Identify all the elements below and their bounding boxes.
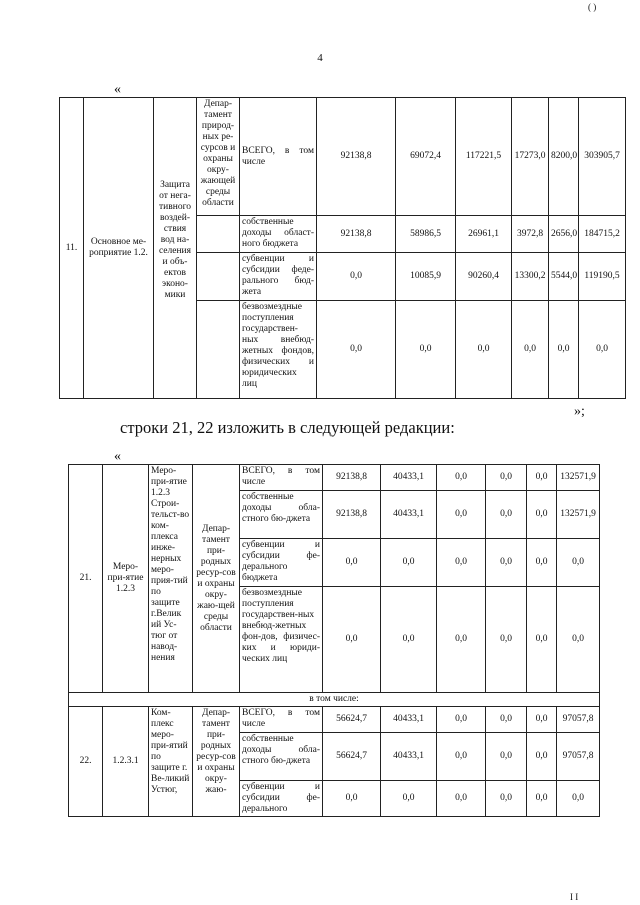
value-cell: 0,0	[527, 465, 557, 491]
value-cell: 0,0	[486, 491, 527, 539]
value-cell: 0,0	[437, 539, 486, 587]
value-cell: 2656,0	[549, 216, 579, 253]
value-cell: 184715,2	[579, 216, 626, 253]
value-cell: 0,0	[527, 707, 557, 733]
value-cell: 40433,1	[381, 465, 437, 491]
value-cell: 0,0	[456, 301, 512, 399]
value-cell: 0,0	[579, 301, 626, 399]
value-cell: 0,0	[381, 539, 437, 587]
executor-empty	[197, 253, 240, 301]
value-cell: 0,0	[512, 301, 549, 399]
value-cell: 69072,4	[396, 98, 456, 216]
value-cell: 90260,4	[456, 253, 512, 301]
value-cell: 0,0	[317, 301, 396, 399]
value-cell: 0,0	[381, 587, 437, 693]
funding-source: безвозмездные поступления государствен-ных внебюд-жетных фондов, физических и юридических лиц	[240, 301, 317, 399]
funding-source: субвенции и субсидии феде-рального бюд-жета	[240, 253, 317, 301]
value-cell: 40433,1	[381, 491, 437, 539]
value-cell: 97057,8	[557, 707, 600, 733]
value-cell: 0,0	[486, 539, 527, 587]
executor: Депар-тамент при-родных ресур-сов и охраны окру-жаю-	[193, 707, 240, 817]
funding-source: субвенции и субсидии фе-дерального	[240, 781, 323, 817]
value-cell: 0,0	[527, 733, 557, 781]
value-cell: 8200,0	[549, 98, 579, 216]
value-cell: 13300,2	[512, 253, 549, 301]
value-cell: 17273,0	[512, 98, 549, 216]
subheader-in-total: в том числе:	[69, 693, 600, 707]
value-cell: 0,0	[437, 733, 486, 781]
funding-source: собственные доходы обла-стного бю-джета	[240, 491, 323, 539]
value-cell: 0,0	[323, 781, 381, 817]
executor-empty	[197, 301, 240, 399]
value-cell: 0,0	[437, 781, 486, 817]
value-cell: 40433,1	[381, 733, 437, 781]
value-cell: 26961,1	[456, 216, 512, 253]
funding-source: ВСЕГО, в том числе	[240, 98, 317, 216]
executor-empty	[197, 216, 240, 253]
corner-mark-top: ( )	[588, 2, 597, 12]
funding-source: собственные доходы област-ного бюджета	[240, 216, 317, 253]
row-number: 11.	[60, 98, 84, 399]
measure-goal: Защита от нега-тивного воздей-ствия вод на-селения и объ-ектов эконо-мики	[154, 98, 197, 399]
value-cell: 56624,7	[323, 733, 381, 781]
funding-source: ВСЕГО, в том числе	[240, 707, 323, 733]
row-number: 22.	[69, 707, 103, 817]
value-cell: 97057,8	[557, 733, 600, 781]
value-cell: 92138,8	[317, 98, 396, 216]
value-cell: 0,0	[381, 781, 437, 817]
value-cell: 10085,9	[396, 253, 456, 301]
value-cell: 40433,1	[381, 707, 437, 733]
value-cell: 0,0	[437, 707, 486, 733]
value-cell: 303905,7	[579, 98, 626, 216]
table-rows-21-22	[68, 464, 600, 817]
value-cell: 0,0	[527, 491, 557, 539]
value-cell: 0,0	[527, 539, 557, 587]
open-quote-1: «	[114, 82, 121, 97]
value-cell: 58986,5	[396, 216, 456, 253]
measure-name: Меро-при-ятие 1.2.3	[103, 465, 149, 693]
value-cell: 0,0	[437, 465, 486, 491]
value-cell: 0,0	[437, 587, 486, 693]
funding-source: ВСЕГО, в том числе	[240, 465, 323, 491]
value-cell: 0,0	[323, 539, 381, 587]
measure-goal: Меро-при-ятие 1.2.3 Строи-тельст-во ком-плекса инже-нерных меро-прия-тий по защите г.Велик ий Ус-тюг от навод-нения	[149, 465, 193, 693]
value-cell: 0,0	[549, 301, 579, 399]
value-cell: 119190,5	[579, 253, 626, 301]
value-cell: 92138,8	[317, 216, 396, 253]
executor: Депар-тамент при-родных ресур-сов и охраны окру-жаю-щей среды области	[193, 465, 240, 693]
value-cell: 0,0	[527, 781, 557, 817]
value-cell: 56624,7	[323, 707, 381, 733]
funding-source: собственные доходы обла-стного бю-джета	[240, 733, 323, 781]
value-cell: 5544,0	[549, 253, 579, 301]
close-quote: »;	[574, 404, 585, 419]
value-cell: 0,0	[557, 781, 600, 817]
page-number: 4	[317, 52, 323, 64]
value-cell: 0,0	[486, 587, 527, 693]
value-cell: 0,0	[557, 539, 600, 587]
executor: Депар-тамент природ-ных ре-сурсов и охраны окру-жающей среды области	[197, 98, 240, 216]
table-measure-11	[59, 97, 626, 399]
value-cell: 0,0	[486, 707, 527, 733]
value-cell: 0,0	[527, 587, 557, 693]
funding-source: субвенции и субсидии фе-дерального бюджета	[240, 539, 323, 587]
value-cell: 0,0	[486, 781, 527, 817]
value-cell: 117221,5	[456, 98, 512, 216]
row-number: 21.	[69, 465, 103, 693]
value-cell: 0,0	[486, 465, 527, 491]
corner-mark-bottom: I I	[570, 892, 579, 902]
value-cell: 92138,8	[323, 491, 381, 539]
value-cell: 132571,9	[557, 465, 600, 491]
open-quote-2: «	[114, 449, 121, 464]
value-cell: 3972,8	[512, 216, 549, 253]
value-cell: 0,0	[437, 491, 486, 539]
measure-name: 1.2.3.1	[103, 707, 149, 817]
value-cell: 0,0	[323, 587, 381, 693]
value-cell: 92138,8	[323, 465, 381, 491]
measure-goal: Ком-плекс меро-при-ятий по защите г. Ве-ликий Устюг,	[149, 707, 193, 817]
measure-name: Основное ме-роприятие 1.2.	[84, 98, 154, 399]
value-cell: 0,0	[486, 733, 527, 781]
value-cell: 0,0	[317, 253, 396, 301]
funding-source: безвозмездные поступления государствен-ных внебюд-жетных фон-дов, физичес-ких и юриди-ческих лиц	[240, 587, 323, 693]
section-heading: строки 21, 22 изложить в следующей редакции:	[120, 418, 455, 437]
value-cell: 132571,9	[557, 491, 600, 539]
value-cell: 0,0	[557, 587, 600, 693]
value-cell: 0,0	[396, 301, 456, 399]
